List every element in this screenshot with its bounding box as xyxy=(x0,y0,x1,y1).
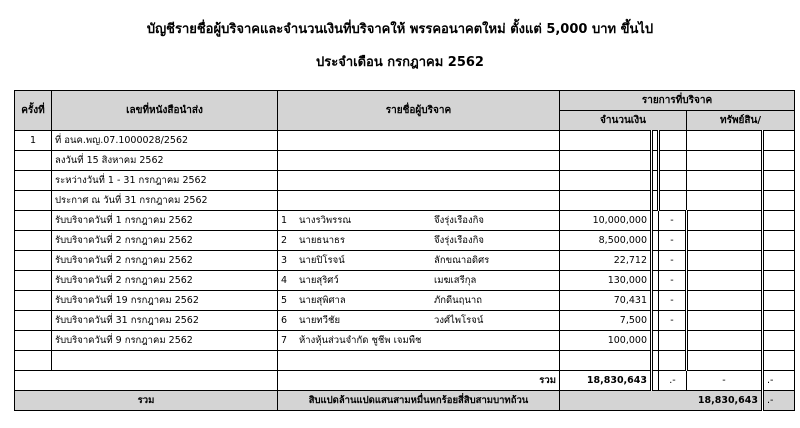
donor-last-name: ภักดีนฤนาถ xyxy=(434,295,483,306)
header-cash: จำนวนเงิน xyxy=(560,111,687,131)
dash-cell: - xyxy=(659,291,687,311)
sum-amount: 18,830,643 xyxy=(560,371,652,391)
donation-amount: 130,000 xyxy=(560,271,652,291)
donation-amount: 10,000,000 xyxy=(560,211,652,231)
header-items: รายการที่บริจาค xyxy=(560,91,795,111)
donor-number: 3 xyxy=(281,255,288,266)
donor-number: 1 xyxy=(281,215,288,226)
donor-first-name: นายสุพิศาล xyxy=(299,295,346,306)
table-row xyxy=(15,271,795,291)
sum-cash-dash: .- xyxy=(659,371,687,391)
header-no: ครั้งที่ xyxy=(15,91,52,131)
dash-cell: - xyxy=(659,251,687,271)
donation-amount: 70,431 xyxy=(560,291,652,311)
received-date: รับบริจาควันที่ 1 กรกฎาคม 2562 xyxy=(52,211,278,231)
grand-total-label: รวม xyxy=(15,391,278,411)
donation-amount: 8,500,000 xyxy=(560,231,652,251)
donor-table xyxy=(14,90,795,411)
donor-first-name: นายสุริศว์ xyxy=(299,275,339,286)
received-date: รับบริจาควันที่ 19 กรกฎาคม 2562 xyxy=(52,291,278,311)
sum-label: รวม xyxy=(278,371,560,391)
grand-end-dash: .- xyxy=(763,391,795,411)
received-date: รับบริจาควันที่ 9 กรกฎาคม 2562 xyxy=(52,331,278,351)
donor-first-name: นายปิโรจน์ xyxy=(299,255,345,266)
dash-cell: - xyxy=(659,271,687,291)
doc-line-3: ระหว่างวันที่ 1 - 31 กรกฎาคม 2562 xyxy=(52,171,278,191)
dash-cell: - xyxy=(659,311,687,331)
donor-last-name: วงศ์ไพโรจน์ xyxy=(434,315,484,326)
header-asset: ทรัพย์สิน/ xyxy=(687,111,795,131)
received-date: รับบริจาควันที่ 2 กรกฎาคม 2562 xyxy=(52,231,278,251)
dash-cell: - xyxy=(659,211,687,231)
donor-first-name: ห้างหุ้นส่วนจำกัด ชูชีพ เจมพืช xyxy=(299,335,422,346)
table-row xyxy=(15,211,795,231)
donor-first-name: นายทวีชัย xyxy=(299,315,341,326)
donor-number: 2 xyxy=(281,235,288,246)
donor-last-name: จึงรุ่งเรืองกิจ xyxy=(434,235,484,246)
grand-total-text: สิบแปดล้านแปดแสนสามหมื่นหกร้อยสี่สิบสามบาทถ้วน xyxy=(278,391,560,411)
donor-number: 7 xyxy=(281,335,288,346)
dash-cell: - xyxy=(659,231,687,251)
header-donor: รายชื่อผู้บริจาค xyxy=(278,91,560,131)
table-row xyxy=(15,311,795,331)
received-date: รับบริจาควันที่ 2 กรกฎาคม 2562 xyxy=(52,271,278,291)
table-row xyxy=(15,231,795,251)
doc-line-4: ประกาศ ณ วันที่ 31 กรกฎาคม 2562 xyxy=(52,191,278,211)
donor-last-name: ลักขณาอดิศร xyxy=(434,255,490,266)
sum-end-dash: .- xyxy=(763,371,795,391)
donation-amount: 7,500 xyxy=(560,311,652,331)
row-index: 1 xyxy=(15,131,52,151)
doc-line-2: ลงวันที่ 15 สิงหาคม 2562 xyxy=(52,151,278,171)
table-row xyxy=(15,331,795,351)
table-row xyxy=(15,251,795,271)
donor-first-name: นางรวิพรรณ xyxy=(299,215,352,226)
donation-amount: 22,712 xyxy=(560,251,652,271)
donor-number: 4 xyxy=(281,275,288,286)
dash-cell xyxy=(659,331,687,351)
header-doc-no: เลขที่หนังสือนำส่ง xyxy=(52,91,278,131)
doc-line-1: ที่ อนค.พญ.07.1000028/2562 xyxy=(52,131,278,151)
sum-asset-dash: - xyxy=(687,371,763,391)
table-row xyxy=(15,291,795,311)
donation-amount: 100,000 xyxy=(560,331,652,351)
donor-first-name: นายธนาธร xyxy=(299,235,345,246)
received-date: รับบริจาควันที่ 2 กรกฎาคม 2562 xyxy=(52,251,278,271)
grand-total-amount: 18,830,643 xyxy=(560,391,763,411)
donor-number: 6 xyxy=(281,315,288,326)
document-title: บัญชีรายชื่อผู้บริจาคและจำนวนเงินที่บริจาคให้ พรรคอนาคตใหม่ ตั้งแต่ 5,000 บาท ขึ้นไป xyxy=(146,22,654,37)
donor-number: 5 xyxy=(281,295,288,306)
document-subtitle: ประจำเดือน กรกฎาคม 2562 xyxy=(316,55,484,70)
donor-last-name: เมฆเสรีกุล xyxy=(434,275,477,286)
donor-last-name: จึงรุ่งเรืองกิจ xyxy=(434,215,484,226)
received-date: รับบริจาควันที่ 31 กรกฎาคม 2562 xyxy=(52,311,278,331)
